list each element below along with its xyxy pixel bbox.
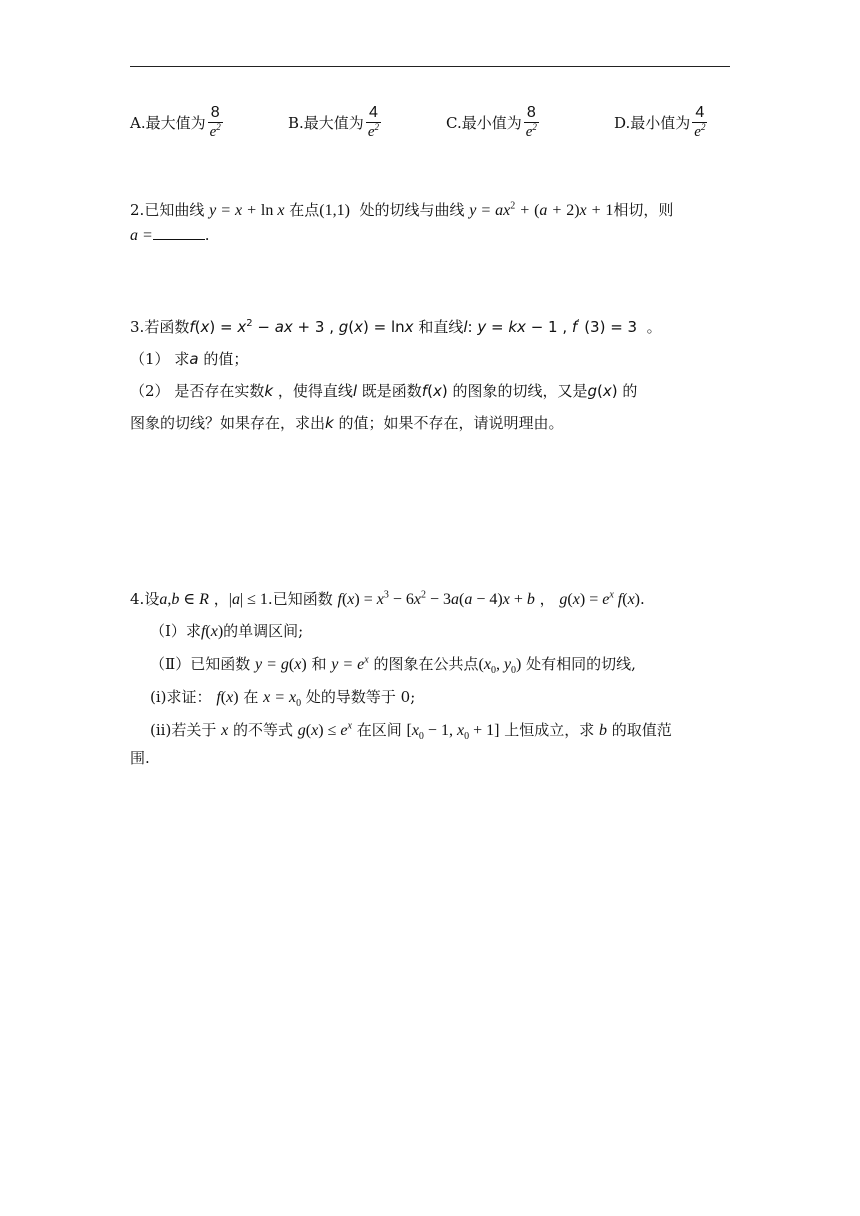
- question-4-sub-i: (i)求证： f(x) 在 $x = x_0$ 处的导数等于 0;: [150, 688, 416, 710]
- question-4-sub-ii-line-1: (ii)若关于 x 的不等式 $g(x) \le e^x$ 在区间 [$x_0 - 1$, $x_0 + 1$] 上恒成立，求 b 的取值范: [150, 720, 672, 743]
- question-4-part-ii: （Ⅱ）已知函数 y = g(x) 和 $y = e^x$ 的图象在公共点($x_0$, $y_0$) 处有相同的切线,: [150, 654, 636, 677]
- option-c: C. 最小值为 $\frac{8}{e^2}$: [446, 104, 537, 140]
- question-4-part-i: （Ⅰ）求f(x)的单调区间;: [150, 622, 304, 640]
- fraction: $\frac{8}{e^2}$: [209, 104, 221, 140]
- option-b: B. 最大值为 $\frac{4}{e^2}$: [288, 104, 379, 140]
- fraction: $\frac{8}{e^2}$: [525, 104, 537, 140]
- question-4-sub-ii-line-2: 围.: [130, 749, 150, 767]
- fraction: $\frac{4}{e^2}$: [694, 104, 706, 140]
- question-3-part-1: （1） 求a 的值；: [130, 350, 249, 368]
- question-4-line-1: 4.设a,b ∈ R ，|a| ≤ 1.已知函数 $f(x) = x^3 - 6x^2 - 3a(a - 4)x + b$ ， $g(x) = e^x$ f(x).: [130, 589, 645, 608]
- option-d: D. 最小值为 $\frac{4}{e^2}$: [614, 104, 706, 140]
- question-2-line-2: a = .: [130, 226, 210, 244]
- curve-equation: y = x + ln x: [209, 202, 285, 219]
- question-3-part-2-line-2: 图象的切线？如果存在，求出k 的值；如果不存在，请说明理由。: [130, 414, 564, 432]
- question-3-part-2-line-1: （2） 是否存在实数k ，使得直线l 既是函数f(x) 的图象的切线，又是g(x) 的: [130, 382, 638, 400]
- curve-2-equation: $y = ax^2 + (a + 2)x + 1$: [469, 200, 614, 219]
- header-rule: [130, 66, 730, 67]
- question-3-line-1: 3.若函数$f(x) = x^2$ − ax + 3 , g(x) = lnx 和直线l: y = kx − 1 , f′ (3) = 3 。: [130, 318, 662, 336]
- fraction: $\frac{4}{e^2}$: [367, 104, 379, 140]
- answer-blank[interactable]: [153, 225, 205, 240]
- question-2-line-1: 2.已知曲线 y = x + ln x 在点(1,1) 处的切线与曲线 $y = ax^2 + (a + 2)x + 1$相切，则: [130, 200, 674, 219]
- option-a: A. 最大值为 $\frac{8}{e^2}$: [130, 104, 221, 140]
